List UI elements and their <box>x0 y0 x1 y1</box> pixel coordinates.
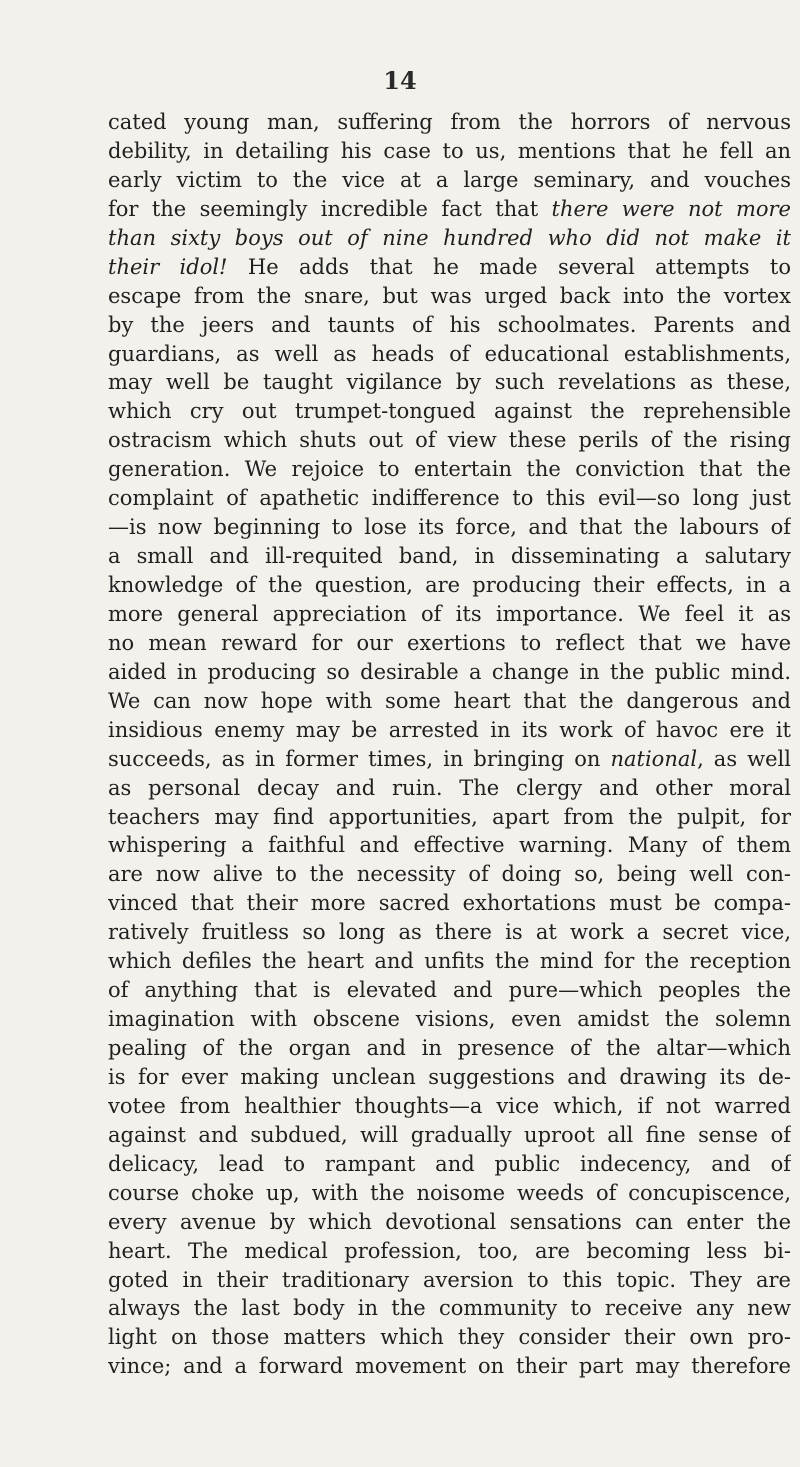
text-line <box>108 947 791 976</box>
text-line <box>108 860 791 889</box>
text-run: which cry out trumpet-tongued against the reprehensible <box>108 399 791 424</box>
text-line <box>108 340 791 369</box>
text-line <box>108 1092 791 1121</box>
text-line <box>108 571 791 600</box>
text-line <box>108 976 791 1005</box>
text-run: more general appreciation of its importance. We feel it as <box>108 601 791 626</box>
text-line <box>108 455 791 484</box>
text-line <box>108 397 791 426</box>
text-run: votee from healthier thoughts—a vice which, if not warred <box>108 1093 791 1118</box>
text-line <box>108 745 791 774</box>
text-run: teachers may find apportunities, apart from the pulpit, for <box>108 804 791 829</box>
text-line <box>108 1237 791 1266</box>
text-run: generation. We rejoice to entertain the conviction that the <box>108 457 791 482</box>
italic-text: there were not more <box>551 196 791 221</box>
text-run: cated young man, suffering from the horrors of nervous <box>108 110 791 134</box>
text-line <box>108 426 791 455</box>
text-line <box>108 716 791 745</box>
text-run: are now alive to the necessity of doing so, being well con- <box>108 862 791 887</box>
text-run: a small and ill-requited band, in disseminating a salutary <box>108 544 791 569</box>
text-line <box>108 803 791 832</box>
text-run: by the jeers and taunts of his schoolmates. Parents and <box>108 312 791 337</box>
text-run: whispering a faithful and effective warning. Many of them <box>108 833 791 858</box>
text-run: aided in producing so desirable a change in the public mind. <box>108 659 791 684</box>
text-line <box>108 195 791 224</box>
text-line <box>108 484 791 513</box>
text-run: early victim to the vice at a large seminary, and vouches <box>108 167 791 192</box>
text-run: goted in their traditionary aversion to this topic. They are <box>108 1267 791 1292</box>
text-run: —is now beginning to lose its force, and that the labours of <box>108 515 791 540</box>
text-run: complaint of apathetic indifference to this evil—so long just <box>108 486 791 511</box>
text-run: ratively fruitless so long as there is at work a secret vice, <box>108 920 791 945</box>
text-run: imagination with obscene visions, even amidst the solemn <box>108 1007 791 1032</box>
text-line <box>108 368 791 397</box>
text-line <box>108 889 791 918</box>
text-line <box>108 918 791 947</box>
text-run: guardians, as well as heads of educational establishments, <box>108 341 791 366</box>
text-line <box>108 282 791 311</box>
text-line <box>108 224 791 253</box>
text-run: always the last body in the community to receive any new <box>108 1296 791 1321</box>
text-run: light on those matters which they consider their own pro- <box>108 1325 791 1350</box>
text-run: may well be taught vigilance by such revelations as these, <box>108 370 791 395</box>
text-line <box>108 1208 791 1237</box>
text-line <box>108 1352 791 1381</box>
text-run: pealing of the organ and in presence of the altar—which <box>108 1036 791 1060</box>
text-line <box>108 137 791 166</box>
text-run: succeeds, as in former times, in bringing on <box>108 746 611 771</box>
text-line <box>108 1294 791 1323</box>
italic-text: their idol! <box>108 254 228 279</box>
page-number: 14 <box>383 66 417 95</box>
text-line <box>108 600 791 629</box>
text-run: knowledge of the question, are producing their effects, in a <box>108 573 791 597</box>
text-run: delicacy, lead to rampant and public indecency, and of <box>108 1151 791 1176</box>
text-line <box>108 253 791 282</box>
text-line <box>108 1005 791 1034</box>
text-run: of anything that is elevated and pure—which peoples the <box>108 978 791 1003</box>
text-line <box>108 1323 791 1352</box>
text-run: which defiles the heart and unfits the mind for the reception <box>108 949 791 974</box>
italic-text: national <box>610 746 698 771</box>
text-line <box>108 1034 791 1063</box>
text-line <box>108 831 791 860</box>
text-line <box>108 311 791 340</box>
text-line <box>108 687 791 716</box>
text-run: no mean reward for our exertions to reflect that we have <box>108 630 791 655</box>
text-run: heart. The medical profession, too, are becoming less bi- <box>108 1238 791 1263</box>
text-run: vince; and a forward movement on their part may therefore <box>108 1354 791 1379</box>
text-run: He adds that he made several attempts to <box>227 254 791 279</box>
text-line <box>108 629 791 658</box>
italic-text: than sixty boys out of nine hundred who did not make it <box>108 225 791 250</box>
text-run: course choke up, with the noisome weeds of concupiscence, <box>108 1180 791 1205</box>
body-text <box>108 108 791 1381</box>
text-line <box>108 1121 791 1150</box>
text-run: as personal decay and ruin. The clergy and other moral <box>108 775 791 800</box>
text-line <box>108 658 791 687</box>
text-run: for the seemingly incredible fact that <box>108 196 552 221</box>
text-run: insidious enemy may be arrested in its work of havoc ere it <box>108 717 791 742</box>
text-run: against and subdued, will gradually uproot all fine sense of <box>108 1122 791 1147</box>
text-line <box>108 1063 791 1092</box>
text-run: We can now hope with some heart that the dangerous and <box>108 688 791 713</box>
text-line <box>108 513 791 542</box>
text-line <box>108 774 791 803</box>
text-run: every avenue by which devotional sensations can enter the <box>108 1209 791 1234</box>
text-line <box>108 542 791 571</box>
text-line <box>108 1150 791 1179</box>
text-run: debility, in detailing his case to us, mentions that he fell an <box>108 138 791 163</box>
text-run: , as well <box>697 746 791 771</box>
text-run: ostracism which shuts out of view these perils of the rising <box>108 428 791 453</box>
text-line <box>108 166 791 195</box>
text-run: is for ever making unclean suggestions and drawing its de- <box>108 1064 791 1089</box>
text-line <box>108 1266 791 1295</box>
text-run: vinced that their more sacred exhortations must be compa- <box>108 891 791 916</box>
text-line <box>108 108 791 137</box>
text-run: escape from the snare, but was urged back into the vortex <box>108 283 791 308</box>
text-line <box>108 1179 791 1208</box>
